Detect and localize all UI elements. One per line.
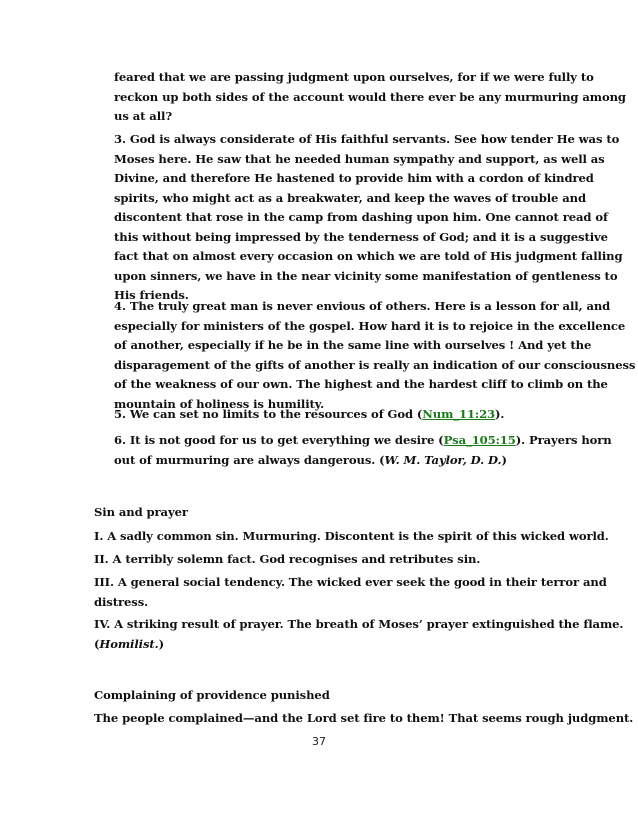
outline-item-3 (94, 573, 607, 612)
text-line: The people complained—and the Lord set fire to them! That seems rough judgment. (94, 711, 634, 725)
text-line: mountain of holiness is humility. (114, 396, 325, 411)
text-line: III. A general social tendency. The wicked ever seek the good in their terror and (94, 575, 607, 589)
text-line: of another, especially if he be in the same line with ourselves ! And yet the (114, 338, 592, 352)
text-line: distress. (94, 594, 149, 609)
text-line: disparagement of the gifts of another is really an indication of our consciousness (114, 357, 636, 372)
text-line (114, 405, 554, 425)
heading-text: Sin and prayer (94, 505, 188, 519)
text-line: fact that on almost every occasion on which we are told of His judgment falling (114, 249, 623, 263)
intro-paragraph (114, 68, 626, 127)
text-line: reckon up both sides of the account would there ever be any murmuring among (114, 89, 626, 104)
text-line: feared that we are passing judgment upon ourselves, for if we were fully to (114, 70, 594, 84)
scripture-ref-link[interactable]: Num_11:23 (422, 407, 496, 421)
text-line: His friends. (114, 288, 189, 302)
text-line: especially for ministers of the gospel. How hard it is to rejoice in the excellence (114, 318, 626, 333)
body-paragraph (94, 709, 634, 729)
heading-text: Complaining of providence punished (94, 688, 330, 702)
author-citation: W. M. Taylor, D. D. (384, 452, 502, 467)
section-heading (94, 503, 554, 523)
text-line (114, 431, 612, 451)
text-line: I. A sadly common sin. Murmuring. Discontent is the spirit of this wicked world. (94, 529, 609, 543)
point-4-paragraph (114, 297, 636, 414)
text-line: discontent that rose in the camp from dashing upon him. One cannot read of (114, 210, 608, 224)
point-6-paragraph (114, 431, 612, 470)
paren-close: ) (158, 636, 164, 651)
text-line: 4. The truly great man is never envious of others. Here is a lesson for all, and (114, 299, 611, 313)
scripture-ref-link[interactable]: Psa_105:15 (443, 433, 516, 447)
source-citation: Homilist. (99, 636, 159, 651)
point-5-paragraph (114, 405, 554, 425)
text-line (114, 451, 554, 471)
outline-item-4 (94, 615, 624, 654)
point-6-cont: ). Prayers horn (515, 433, 612, 447)
text-line: II. A terribly solemn fact. God recognises and retributes sin. (94, 552, 481, 566)
text-line: 3. God is always considerate of His faithful servants. See how tender He was to (114, 132, 620, 146)
point-5-text: 5. We can set no limits to the resources of God ( (114, 407, 423, 421)
text-line: us at all? (114, 109, 173, 123)
point-6-close: ) (501, 452, 507, 467)
text-line: upon sinners, we have in the near vicinity some manifestation of gentleness to (114, 268, 618, 283)
point-6-line2: out of murmuring are always dangerous. ( (114, 452, 385, 467)
text-line: Moses here. He saw that he needed human sympathy and support, as well as (114, 151, 605, 166)
text-line: IV. A striking result of prayer. The breath of Moses’ prayer extinguished the flame. (94, 617, 624, 631)
point-5-close: ). (495, 407, 505, 421)
text-line: this without being impressed by the tenderness of God; and it is a suggestive (114, 229, 608, 244)
text-line: of the weakness of our own. The highest and the hardest cliff to climb on the (114, 377, 608, 391)
text-line (94, 635, 554, 655)
outline-item-2 (94, 550, 554, 570)
paren-open: ( (94, 636, 100, 651)
text-line: Divine, and therefore He hastened to provide him with a cordon of kindred (114, 171, 594, 185)
point-6-text: 6. It is not good for us to get everything we desire ( (114, 433, 444, 447)
text-line: spirits, who might act as a breakwater, and keep the waves of trouble and (114, 190, 587, 205)
page-number: 37 (312, 735, 326, 748)
section-heading (94, 686, 554, 706)
outline-item-1 (94, 527, 609, 547)
